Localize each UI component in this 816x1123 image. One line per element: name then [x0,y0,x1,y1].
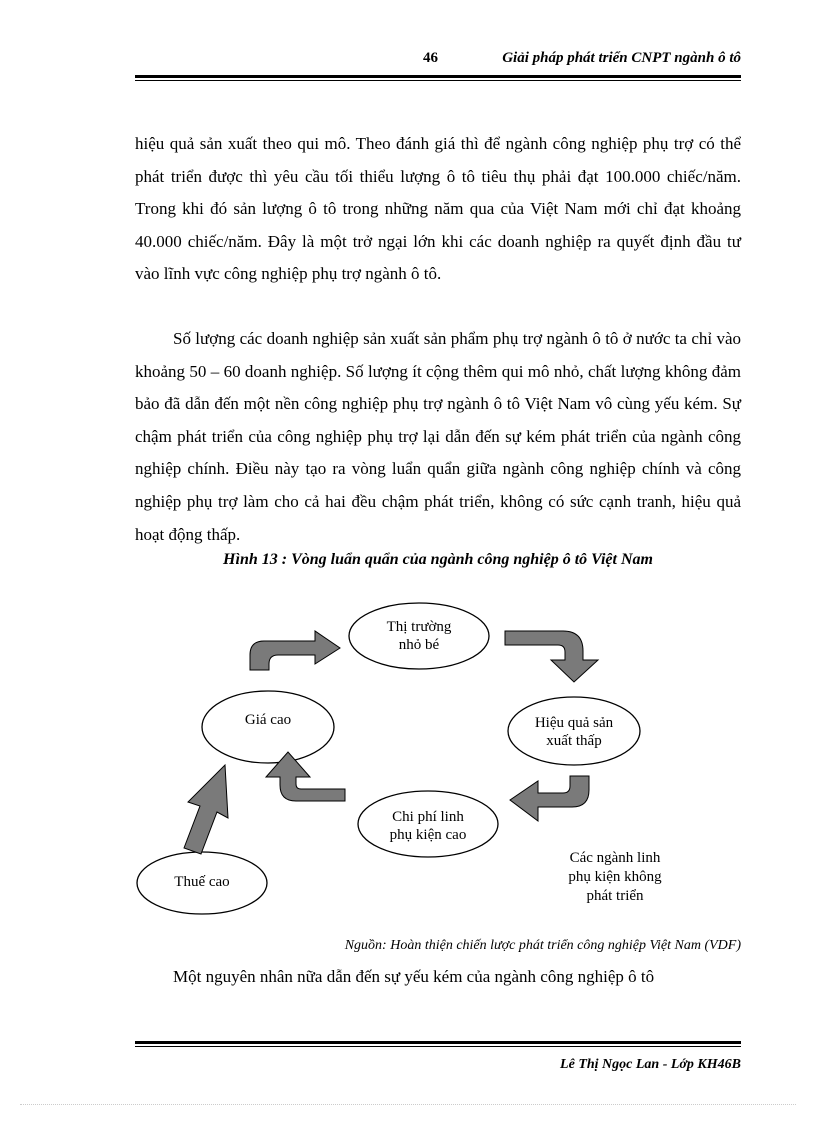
paragraph-3: Một nguyên nhân nữa dẫn đến sự yếu kém của ngành công nghiệp ô tô [173,967,655,986]
paragraph-2: Số lượng các doanh nghiệp sản xuất sản phẩm phụ trợ ngành ô tô ở nước ta chỉ vào khoảng 50 – 60 doanh nghiệp. Số lượng ít cộng thêm qui mô nhỏ, chất lượng không đảm bảo đã dẫn đến một nền công nghiệp phụ trợ ngành ô tô Việt Nam vô cùng yếu kém. Sự chậm phát triển của công nghiệp phụ trợ lại dẫn đến sự kém phát triển của ngành công nghiệp chính. Điều này tạo ra vòng luẩn quẩn giữa ngành công nghiệp chính và công nghiệp phụ trợ làm cho cả hai đều chậm phát triển, không có sức cạnh tranh, hiệu quả hoạt động thấp. [135,329,741,544]
page-number: 46 [423,50,438,66]
node-market: Thị trường nhỏ bé [386,619,452,653]
footer-author: Lê Thị Ngọc Lan - Lớp KH46B [560,1057,741,1072]
node-tax: Thuế cao [174,874,230,890]
figure-caption: Hình 13 : Vòng luẩn quẩn của ngành công nghiệp ô tô Việt Nam [223,551,653,568]
arrow-efficiency-to-cost [510,776,589,821]
node-cost: Chi phí linh phụ kiện cao [389,809,467,843]
arrow-market-to-efficiency [505,631,598,682]
header-title: Giải pháp phát triển CNPT ngành ô tô [502,50,741,66]
page-bottom-divider [20,1104,796,1105]
footer-rule [135,1041,741,1047]
arrow-tax-to-price [184,765,228,854]
node-price: Giá cao [244,712,292,728]
diagram-note: Các ngành linh phụ kiện không phát triển [568,850,662,904]
paragraph-1: hiệu quả sản xuất theo qui mô. Theo đánh giá thì để ngành công nghiệp phụ trợ có thể phát triển được thì yêu cầu tối thiểu lượng ô tô tiêu thụ phải đạt 100.000 chiếc/năm. Trong khi đó sản lượng ô tô trong những năm qua của Việt Nam mới chỉ đạt khoảng 40.000 chiếc/năm. Đây là một trở ngại lớn khi các doanh nghiệp ra quyết định đầu tư vào lĩnh vực công nghiệp phụ trợ ngành ô tô. [135,134,741,284]
arrow-price-to-market [250,631,340,670]
node-efficiency: Hiệu quả sản xuất thấp [534,715,614,749]
figure-source: Nguồn: Hoàn thiện chiến lược phát triển công nghiệp Việt Nam (VDF) [344,938,741,953]
